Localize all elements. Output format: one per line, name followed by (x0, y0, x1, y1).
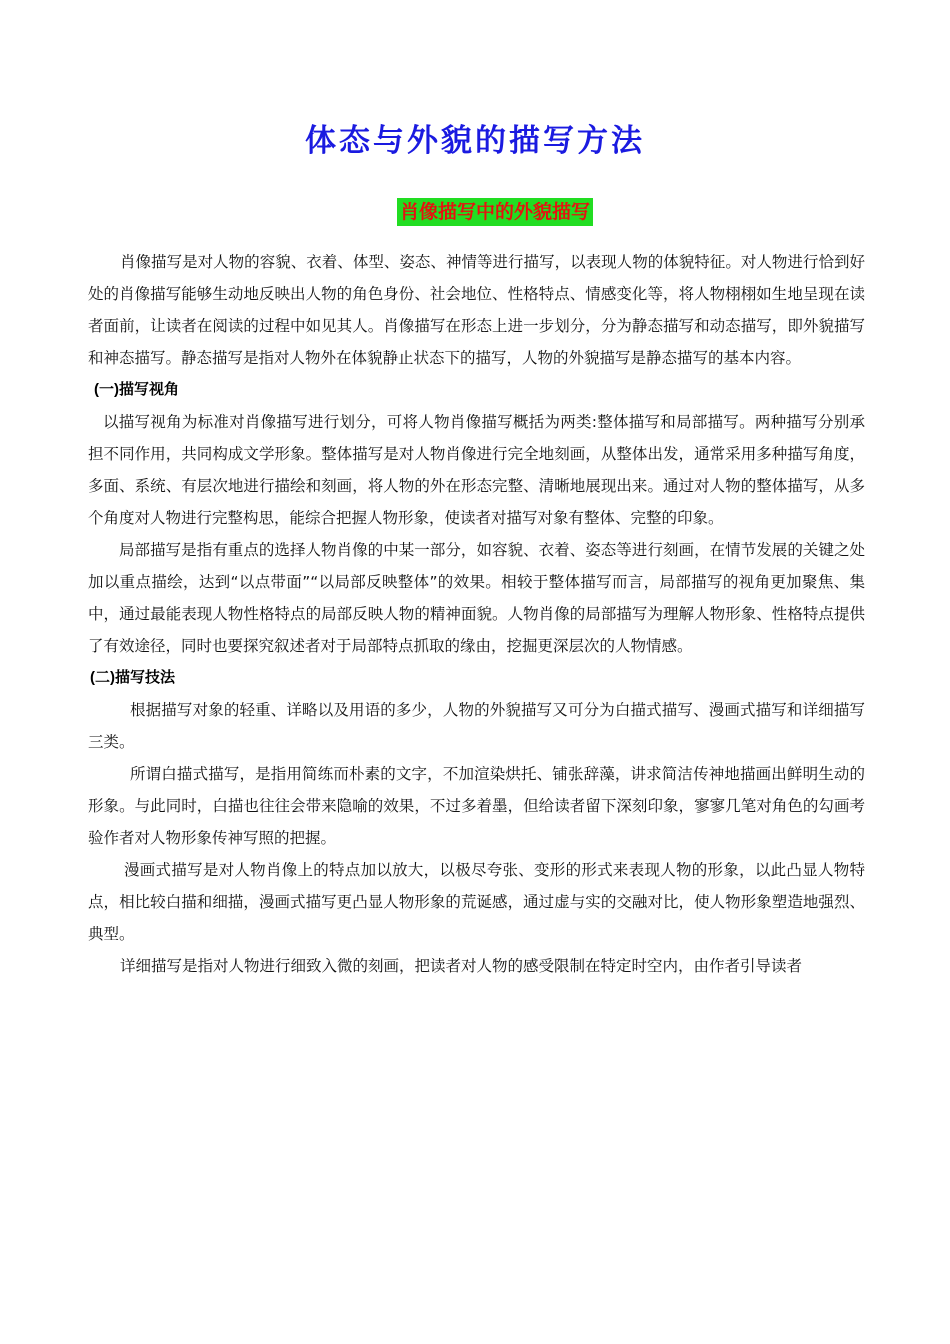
paragraph-partial-description: 局部描写是指有重点的选择人物肖像的中某一部分，如容貌、衣着、姿态等进行刻画，在情节发展的关键之处加以重点描绘，达到“以点带面”“以局部反映整体”的效果。相较于整体描写而言，局部描写的视角更加聚焦、集中，通过最能表现人物性格特点的局部反映人物的精神面貌。人物肖像的局部描写为理解人物形象、性格特点提供了有效途径，同时也要探究叙述者对于局部特点抓取的缘由，挖掘更深层次的人物情感。 (88, 541, 865, 655)
section-subtitle: 肖像描写中的外貌描写 (397, 198, 593, 226)
intro-paragraph: 肖像描写是对人物的容貌、衣着、体型、姿态、神情等进行描写，以表现人物的体貌特征。对人物进行恰到好处的肖像描写能够生动地反映出人物的角色身份、社会地位、性格特点、情感变化等，将人物栩栩如生地呈现在读者面前，让读者在阅读的过程中如见其人。肖像描写在形态上进一步划分，分为静态描写和动态描写，即外貌描写和神态描写。静态描写是指对人物外在体貌静止状态下的描写，人物的外貌描写是静态描写的基本内容。 (88, 253, 865, 367)
paragraph-caricature: 漫画式描写是对人物肖像上的特点加以放大，以极尽夸张、变形的形式来表现人物的形象，以此凸显人物特点，相比较白描和细描，漫画式描写更凸显人物形象的荒诞感，通过虚与实的交融对比，使人物形象塑造地强烈、典型。 (88, 861, 865, 943)
document-body (88, 246, 865, 982)
subtitle-container (0, 198, 950, 226)
page-title: 体态与外貌的描写方法 (305, 123, 645, 159)
paragraph-technique-types: 根据描写对象的轻重、详略以及用语的多少，人物的外貌描写又可分为白描式描写、漫画式描写和详细描写三类。 (88, 701, 865, 751)
paragraph-line-drawing: 所谓白描式描写，是指用简练而朴素的文字，不加渲染烘托、铺张辞藻，讲求简洁传神地描画出鲜明生动的形象。与此同时，白描也往往会带来隐喻的效果，不过多着墨，但给读者留下深刻印象，寥寥几笔对角色的勾画考验作者对人物形象传神写照的把握。 (88, 765, 865, 847)
paragraph-overall-description: 以描写视角为标准对肖像描写进行划分，可将人物肖像描写概括为两类:整体描写和局部描写。两种描写分别承担不同作用，共同构成文学形象。整体描写是对人物肖像进行完全地刻画，从整体出发，通常采用多种描写角度，多面、系统、有层次地进行描绘和刻画，将人物的外在形态完整、清晰地展现出来。通过对人物的整体描写，从多个角度对人物进行完整构思，能综合把握人物形象，使读者对描写对象有整体、完整的印象。 (88, 413, 865, 527)
paragraph-detailed: 详细描写是指对人物进行细致入微的刻画，把读者对人物的感受限制在特定时空内，由作者引导读者 (120, 957, 803, 975)
section-heading-perspective: (一)描写视角 (94, 381, 179, 398)
section-heading-techniques: (二)描写技法 (90, 669, 175, 686)
